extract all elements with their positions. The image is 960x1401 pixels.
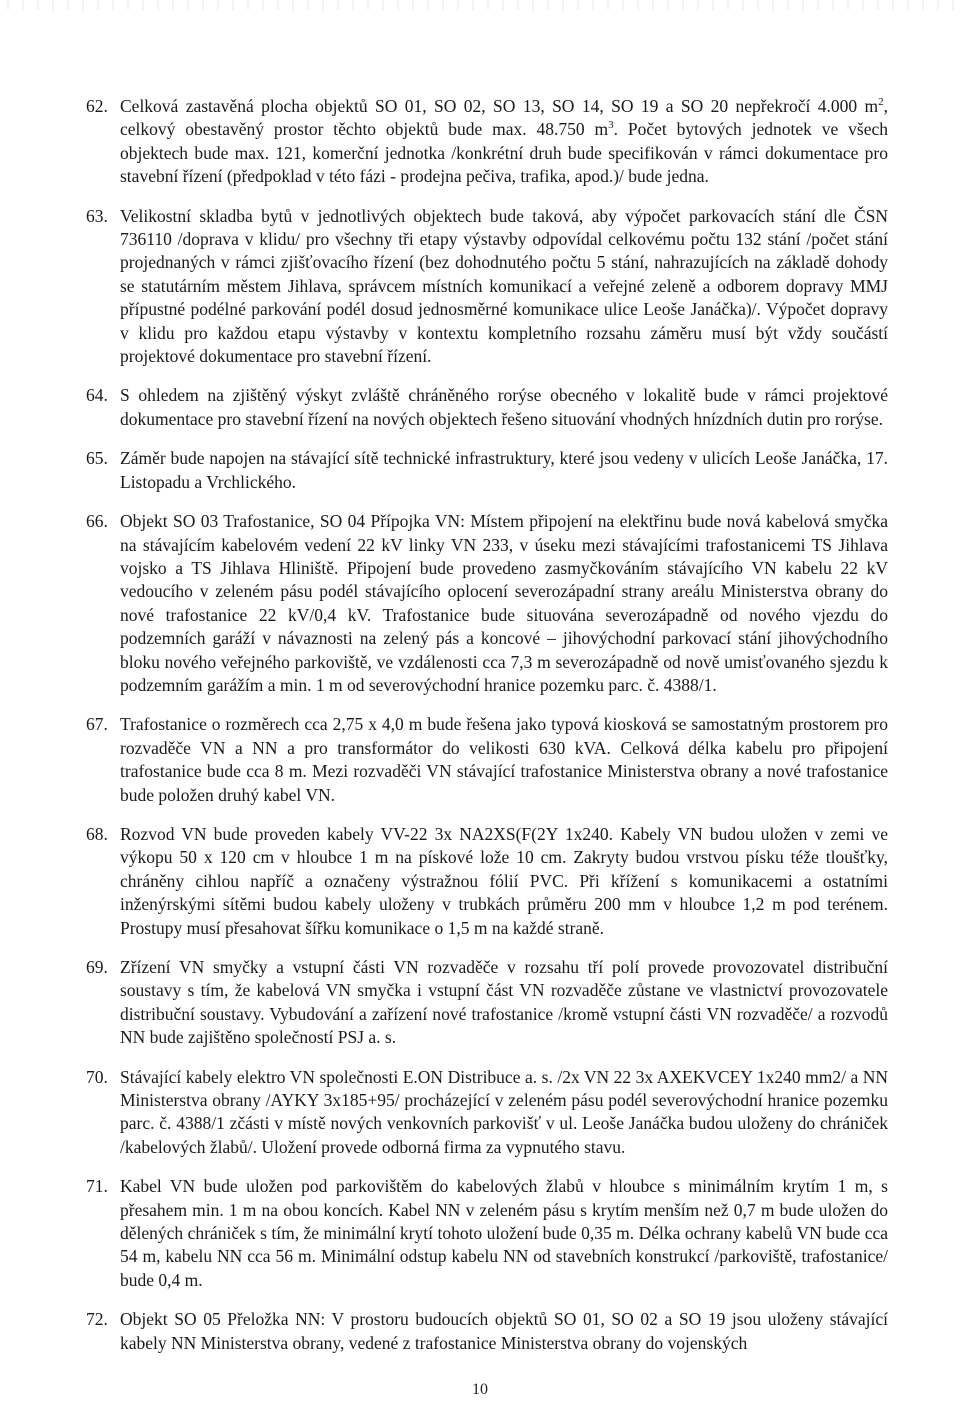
list-item-69 bbox=[76, 956, 888, 1050]
item-text: Stávající kabely elektro VN společnosti E.ON Distribuce a. s. /2x VN 22 3x AXEKVCEY 1x240 mm2/ a NN Ministerstva obrany /AYKY 3x185+95/ procházející v zeleném pásu podél severovýchodní hranice pozemku parc. č. 4388/1 zčásti v místě nových venkovních parkovišť v ul. Leoše Janáčka budou uloženy do chrániček /kabelových žlabů/. Uložení provede odborná firma za vypnutého stavu. bbox=[120, 1066, 888, 1157]
list-item-71 bbox=[76, 1175, 888, 1292]
item-number: 64. bbox=[86, 385, 108, 406]
item-text: Kabel VN bude uložen pod parkovištěm do kabelových žlabů v hloubce s minimálním krytím 1 m, s přesahem min. 1 m na obou koncích. Kabel NN v zeleném pásu s krytím menším než 0,7 m bude uložen do dělených chrániček s tím, že minimální krytí tohoto uložení bude 0,35 m. Délka ochrany kabelů VN bude cca 54 m, kabelu NN cca 56 m. Minimální odstup kabelu NN od stavebních konstrukcí /parkoviště, trafostanice/ bude 0,4 m. bbox=[120, 1176, 888, 1290]
page-number: 10 bbox=[472, 1381, 488, 1398]
list-item-72 bbox=[76, 1308, 888, 1355]
document-page bbox=[76, 95, 888, 1371]
item-number: 66. bbox=[86, 511, 108, 532]
item-number: 70. bbox=[86, 1066, 108, 1087]
list-item-68 bbox=[76, 823, 888, 940]
item-text: Zřízení VN smyčky a vstupní části VN rozvaděče v rozsahu tří polí provede provozovatel distribuční soustavy s tím, že kabelová VN smyčka i vstupní část VN rozvaděče zůstane ve vlastnictví provozovatele distribuční soustavy. Vybudování a zařízení nové trafostanice /kromě vstupní části VN rozvaděče/ a rozvodů NN bude zajištěno společností PSJ a. s. bbox=[120, 957, 888, 1048]
item-text: Celková zastavěná plocha objektů SO 01, SO 02, SO 13, SO 14, SO 19 a SO 20 nepřekročí 4.000 $m^2$, celkový obestavěný prostor těchto objektů bude max. 48.750 $m^3$. Počet bytových jednotek ve všech objektech bude max. 121, komerční jednotka /konkrétní druh bude specifikován v rámci dokumentace pro stavební řízení (předpoklad v této fázi - prodejna pečiva, trafika, apod.)/ bude jedna. bbox=[120, 96, 888, 187]
superscript: 2 bbox=[878, 96, 884, 109]
item-text: Objekt SO 03 Trafostanice, SO 04 Přípojka VN: Místem připojení na elektřinu bude nová kabelová smyčka na stávajícím kabelovém vedení 22 kV linky VN 233, v úseku mezi stávajícími trafostanicemi TS Jihlava vojsko a TS Jihlava Hliniště. Připojení bude provedeno zasmyčkováním stávajícího VN kabelu 22 kV vedoucího v zeleném pásu podél stávajícího oplocení severozápadní strany areálu Ministerstva obrany do nové trafostanice 22 kV/0,4 kV. Trafostanice bude situována severozápadně od nového vjezdu do podzemních garáží v návaznosti na zelený pás a koncové – jihovýchodní parkovací stání jihovýchodního bloku nového veřejného parkoviště, ve vzdálenosti cca 7,3 m severozápadně od nově umisťovaného sjezdu k podzemním garážím a min. 1 m od severovýchodní hranice pozemku parc. č. 4388/1. bbox=[120, 511, 888, 695]
list-item-70 bbox=[76, 1066, 888, 1160]
superscript: 3 bbox=[608, 119, 614, 132]
item-text: Velikostní skladba bytů v jednotlivých objektech bude taková, aby výpočet parkovacích stání dle ČSN 736110 /doprava v klidu/ pro všechny tři etapy výstavby odpovídal celkovému počtu 132 stání /počet stání projednaných v rámci zjišťovacího řízení (bez dohodnutého počtu 5 stání, nahrazujících na základě dohody se statutárním městem Jihlava, správcem místních komunikací a veřejné zeleně a odborem dopravy MMJ přípustné podélné parkování podél dosud jednosměrné komunikace ulice Leoše Janáčka)/. Výpočet dopravy v klidu pro každou etapu výstavby v kontextu kompletního rozsahu záměru musí být vždy součástí projektové dokumentace pro stavební řízení. bbox=[120, 205, 888, 367]
item-text: Rozvod VN bude proveden kabely VV-22 3x NA2XS(F(2Y 1x240. Kabely VN budou uložen v zemi ve výkopu 50 x 120 cm v hloubce 1 m na pískové lože 10 cm. Zakryty budou vrstvou písku téže tloušťky, chráněny cihlou napříč a označeny výstražnou fólií PVC. Při křížení s komunikacemi a ostatními inženýrskými sítěmi budou kabely uloženy v trubkách průměru 200 mm v hloubce 1,2 m pod terénem. Prostupy musí přesahovat šířku komunikace o 1,5 m na každé straně. bbox=[120, 823, 888, 938]
list-item-63 bbox=[76, 205, 888, 369]
item-number: 67. bbox=[86, 714, 108, 735]
item-number: 72. bbox=[86, 1309, 108, 1330]
item-text: Trafostanice o rozměrech cca 2,75 x 4,0 m bude řešena jako typová kiosková se samostatným prostorem pro rozvaděče VN a NN a pro transformátor do velikosti 630 kVA. Celková délka kabelu pro připojení trafostanice bude cca 8 m. Mezi rozvaděči VN stávající trafostanice Ministerstva obrany a nové trafostanice bude položen druhý kabel VN. bbox=[120, 714, 888, 805]
list-item-67 bbox=[76, 713, 888, 807]
list-item-66 bbox=[76, 510, 888, 697]
scan-edge-artifact bbox=[0, 0, 960, 10]
item-number: 63. bbox=[86, 205, 108, 226]
item-number: 65. bbox=[86, 448, 108, 469]
item-number: 69. bbox=[86, 957, 108, 977]
item-number: 68. bbox=[86, 823, 108, 844]
item-text: Objekt SO 05 Přeložka NN: V prostoru budoucích objektů SO 01, SO 02 a SO 19 jsou uloženy stávající kabely NN Ministerstva obrany, vedené z trafostanice Ministerstva obrany do vojenských bbox=[120, 1309, 888, 1353]
item-text: Záměr bude napojen na stávající sítě technické infrastruktury, které jsou vedeny v ulicích Leoše Janáčka, 17. Listopadu a Vrchlického. bbox=[120, 448, 888, 492]
list-item-62 bbox=[76, 95, 888, 189]
list-item-65 bbox=[76, 447, 888, 494]
item-number: 62. bbox=[86, 96, 108, 116]
item-number: 71. bbox=[86, 1176, 108, 1197]
list-item-64 bbox=[76, 384, 888, 431]
item-text: S ohledem na zjištěný výskyt zvláště chráněného rorýse obecného v lokalitě bude v rámci projektové dokumentace pro stavební řízení na nových objektech řešeno situování vhodných hnízdních dutin pro rorýse. bbox=[120, 385, 888, 429]
